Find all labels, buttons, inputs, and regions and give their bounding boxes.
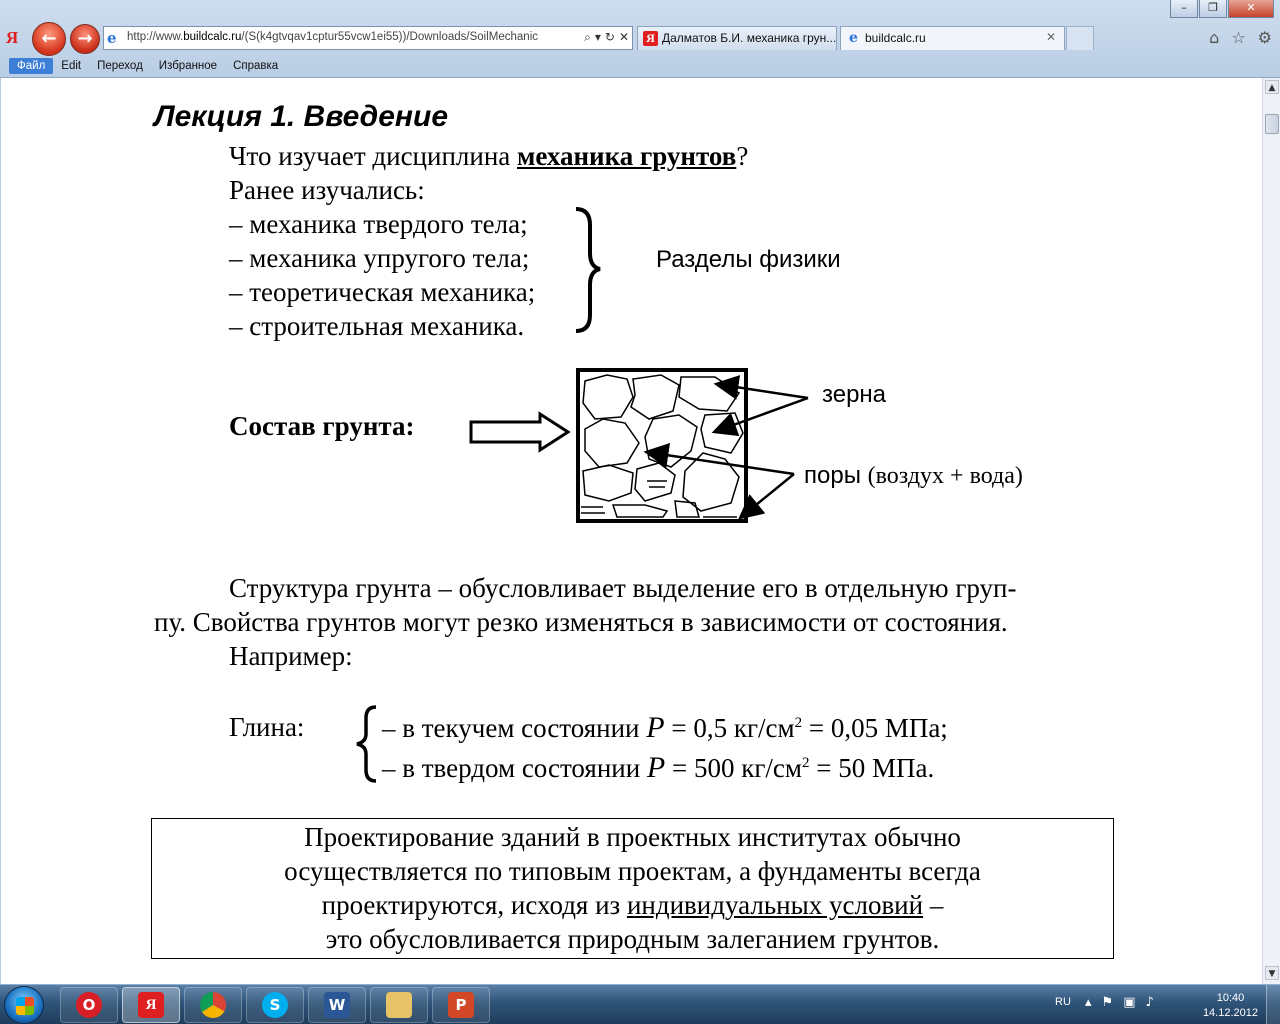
action-center-flag-icon[interactable]: ⚑ (1101, 995, 1114, 1010)
windows-logo-icon (16, 997, 34, 1015)
clay-label: Глина: (229, 712, 305, 742)
home-icon[interactable]: ⌂ (1209, 28, 1220, 47)
note-line: проектируются, исходя из индивидуальных условий – (321, 890, 944, 920)
tools-gear-icon[interactable]: ⚙ (1257, 28, 1272, 47)
right-arrow-icon (468, 411, 572, 453)
tab-dalmatov[interactable] (637, 26, 837, 50)
menu-help[interactable]: Справка (233, 60, 279, 72)
address-bar[interactable] (103, 26, 633, 50)
tab-label: Далматов Б.И. механика грун... (662, 31, 837, 45)
address-url[interactable]: http://www.buildcalc.ru/(S(k4gtvqav1cptur55vcw1ei55))/Downloads/SoilMechanic (127, 31, 539, 43)
word-icon: W (324, 992, 350, 1018)
stop-icon[interactable]: ✕ (618, 30, 629, 44)
yandex-tab-icon: Я (643, 31, 658, 46)
taskbar-explorer[interactable] (370, 987, 428, 1023)
note-line: Проектирование зданий в проектных институтах обычно (304, 822, 961, 852)
show-hidden-icons-icon[interactable]: ▴ (1085, 995, 1092, 1010)
menu-bar (0, 56, 1280, 76)
clay-state-solid: – в твердом состоянии P = 500 $кг/см^2 = 50$ МПа. (382, 751, 935, 784)
studied-item: – механика упругого тела; (229, 243, 530, 273)
curly-brace-physics (568, 205, 608, 335)
browser-chrome (0, 0, 1280, 78)
start-button[interactable] (4, 986, 44, 1024)
clay-state-liquid: – в текучем состоянии P = 0,5 $кг/см^2 = 0,05$ МПа; (382, 711, 948, 744)
pores-label: поры (воздух + вода) (804, 462, 1023, 489)
yandex-icon: Я (138, 992, 164, 1018)
curly-brace-clay (352, 704, 380, 784)
back-button[interactable]: ← (32, 22, 66, 56)
clock-time: 10:40 (1216, 992, 1245, 1004)
studied-item: – теоретическая механика; (229, 277, 536, 307)
ie-page-icon: e (107, 29, 117, 47)
lecture-title: Лекция 1. Введение (154, 100, 449, 133)
studied-item: – механика твердого тела; (229, 209, 528, 239)
menu-go[interactable]: Переход (97, 60, 143, 72)
system-tray (1050, 985, 1280, 1024)
physics-sections-label: Разделы физики (656, 246, 841, 273)
composition-label: Состав грунта: (229, 411, 415, 441)
vertical-scrollbar[interactable] (1262, 78, 1280, 984)
window-controls (1170, 0, 1274, 18)
studied-intro: Ранее изучались: (229, 175, 425, 205)
note-line: это обусловливается природным залеганием грунтов. (325, 924, 940, 954)
question-line: Что изучает дисциплина механика грунтов? (229, 141, 749, 171)
taskbar-opera[interactable] (60, 987, 118, 1023)
taskbar-powerpoint[interactable] (432, 987, 490, 1023)
volume-icon[interactable]: ♪ (1145, 995, 1154, 1010)
structure-line-2: пу. Свойства грунтов могут резко изменяться в зависимости от состояния. (154, 607, 1008, 637)
scroll-thumb[interactable] (1265, 114, 1279, 134)
close-tab-icon[interactable]: ✕ (1045, 30, 1056, 44)
scroll-up-icon[interactable]: ▲ (1265, 80, 1279, 94)
folder-icon (386, 992, 412, 1018)
structure-line-1: Структура грунта – обусловливает выделение его в отдельную груп- (229, 573, 1017, 603)
yandex-logo-icon: Я (5, 28, 19, 47)
minimize-button[interactable]: – (1170, 0, 1198, 18)
taskbar-skype[interactable] (246, 987, 304, 1023)
scroll-down-icon[interactable]: ▼ (1265, 966, 1279, 980)
search-icon[interactable]: ⌕ (584, 30, 591, 44)
design-note-box (151, 818, 1114, 959)
clock[interactable] (1203, 991, 1258, 1021)
new-tab-button[interactable] (1066, 26, 1094, 50)
show-desktop-button[interactable] (1266, 985, 1280, 1024)
opera-icon: O (76, 992, 102, 1018)
ie-tab-icon: e (849, 30, 858, 46)
tab-label: buildcalc.ru (865, 31, 926, 45)
forward-button[interactable]: → (70, 24, 100, 54)
dropdown-icon[interactable]: ▾ (594, 30, 601, 44)
clock-date: 14.12.2012 (1202, 1007, 1258, 1019)
refresh-icon[interactable]: ↻ (604, 30, 615, 44)
diagram-pointer-arrows (630, 370, 815, 530)
studied-item: – строительная механика. (229, 311, 525, 341)
close-button[interactable]: ✕ (1228, 0, 1274, 18)
restore-button[interactable]: ❐ (1199, 0, 1227, 18)
taskbar-chrome[interactable] (184, 987, 242, 1023)
skype-icon: S (262, 992, 288, 1018)
taskbar-yandex-browser[interactable] (122, 987, 180, 1023)
example-label: Например: (229, 641, 353, 671)
menu-file[interactable]: Файл (9, 58, 53, 74)
grains-label: зерна (822, 381, 887, 408)
windows-taskbar (0, 984, 1280, 1024)
note-line: осуществляется по типовым проектам, а фундаменты всегда (284, 856, 981, 886)
powerpoint-icon: P (448, 992, 474, 1018)
tab-buildcalc[interactable] (840, 26, 1065, 50)
language-indicator[interactable]: RU (1055, 996, 1071, 1008)
menu-edit[interactable]: Edit (61, 60, 82, 72)
navigation-row (0, 22, 1280, 54)
menu-favorites[interactable]: Избранное (158, 60, 218, 72)
favorites-star-icon[interactable]: ☆ (1231, 28, 1246, 47)
network-icon[interactable]: ▣ (1123, 995, 1136, 1010)
chrome-icon (200, 992, 226, 1018)
taskbar-word[interactable] (308, 987, 366, 1023)
